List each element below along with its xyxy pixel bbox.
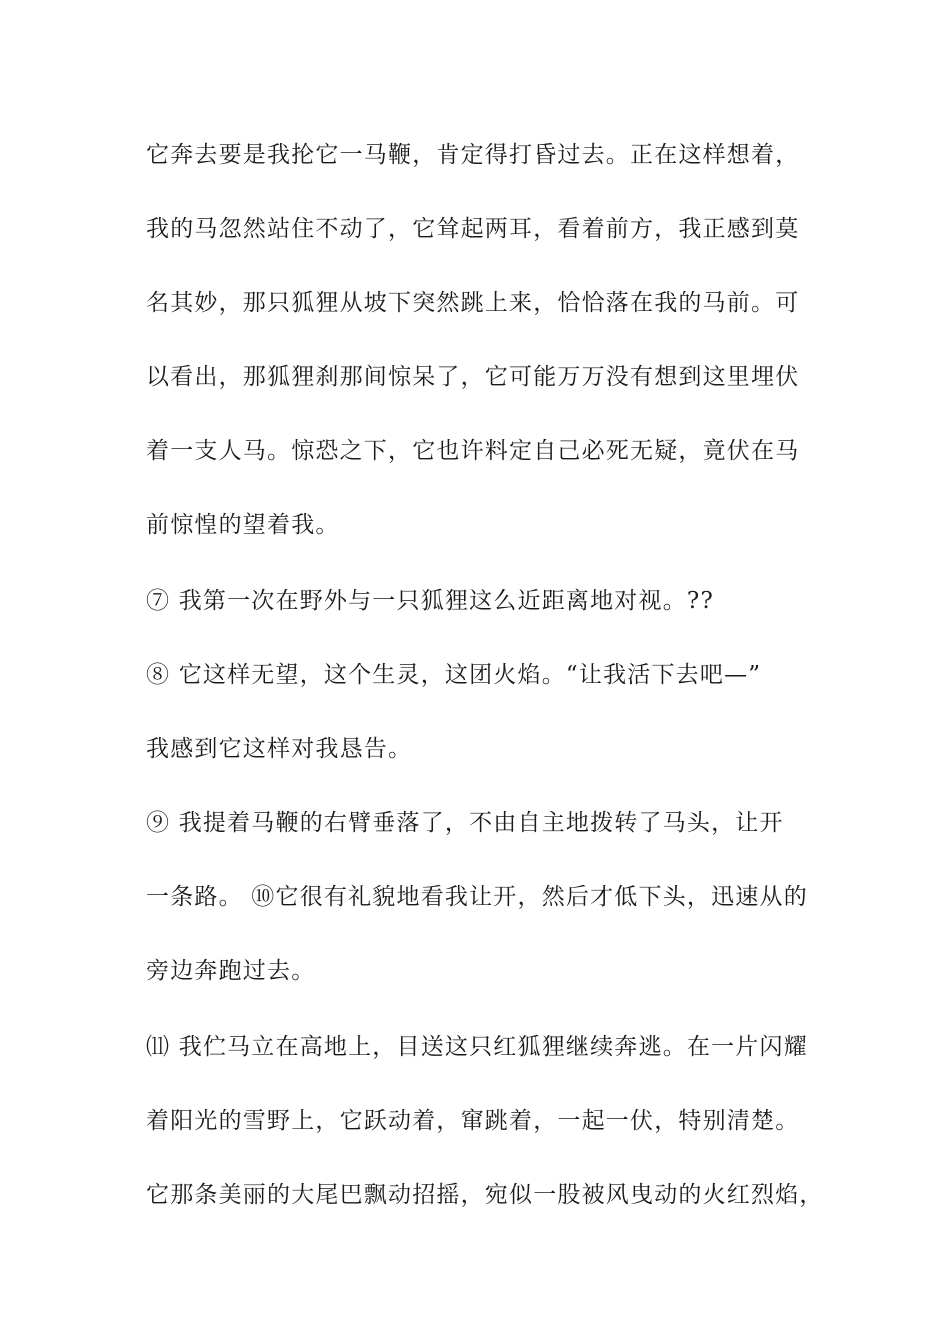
paragraph-10-line: 旁边奔跑过去。: [146, 958, 316, 984]
paragraph-9-line-2: 一条路。 ⑩它很有礼貌地看我让开，然后才低下头，迅速从的: [146, 884, 808, 910]
paragraph-8-line-2: 我感到它这样对我恳告。: [146, 736, 413, 762]
paragraph-11-line-3: 它那条美丽的大尾巴飘动招摇，宛似一股被风曳动的火红烈焰，: [146, 1182, 824, 1208]
text-line-2: 我的马忽然站住不动了，它耸起两耳，看着前方，我正感到莫: [146, 216, 800, 242]
paragraph-11-line-2: 着阳光的雪野上，它跃动着，窜跳着，一起一伏，特别清楚。: [146, 1108, 800, 1134]
paragraph-7-line: ⑦ 我第一次在野外与一只狐狸这么近距离地对视。??: [146, 588, 714, 614]
text-line-3: 名其妙，那只狐狸从坡下突然跳上来，恰恰落在我的马前。可: [146, 290, 800, 316]
paragraph-8-line-1: ⑧ 它这样无望，这个生灵，这团火焰。“让我活下去吧—”: [146, 662, 762, 688]
text-line-5: 着一支人马。惊恐之下，它也许料定自己必死无疑，竟伏在马: [146, 438, 800, 464]
text-line-4: 以看出，那狐狸刹那间惊呆了，它可能万万没有想到这里埋伏: [146, 364, 800, 390]
paragraph-9-line-1: ⑨ 我提着马鞭的右臂垂落了，不由自主地拨转了马头，让开: [146, 810, 784, 836]
paragraph-11-line-1: ⑾ 我伫马立在高地上，目送这只红狐狸继续奔逃。在一片闪耀: [146, 1034, 808, 1060]
text-line-1: 它奔去要是我抡它一马鞭，肯定得打昏过去。正在这样想着，: [146, 142, 800, 168]
text-line-6: 前惊惶的望着我。: [146, 512, 340, 538]
